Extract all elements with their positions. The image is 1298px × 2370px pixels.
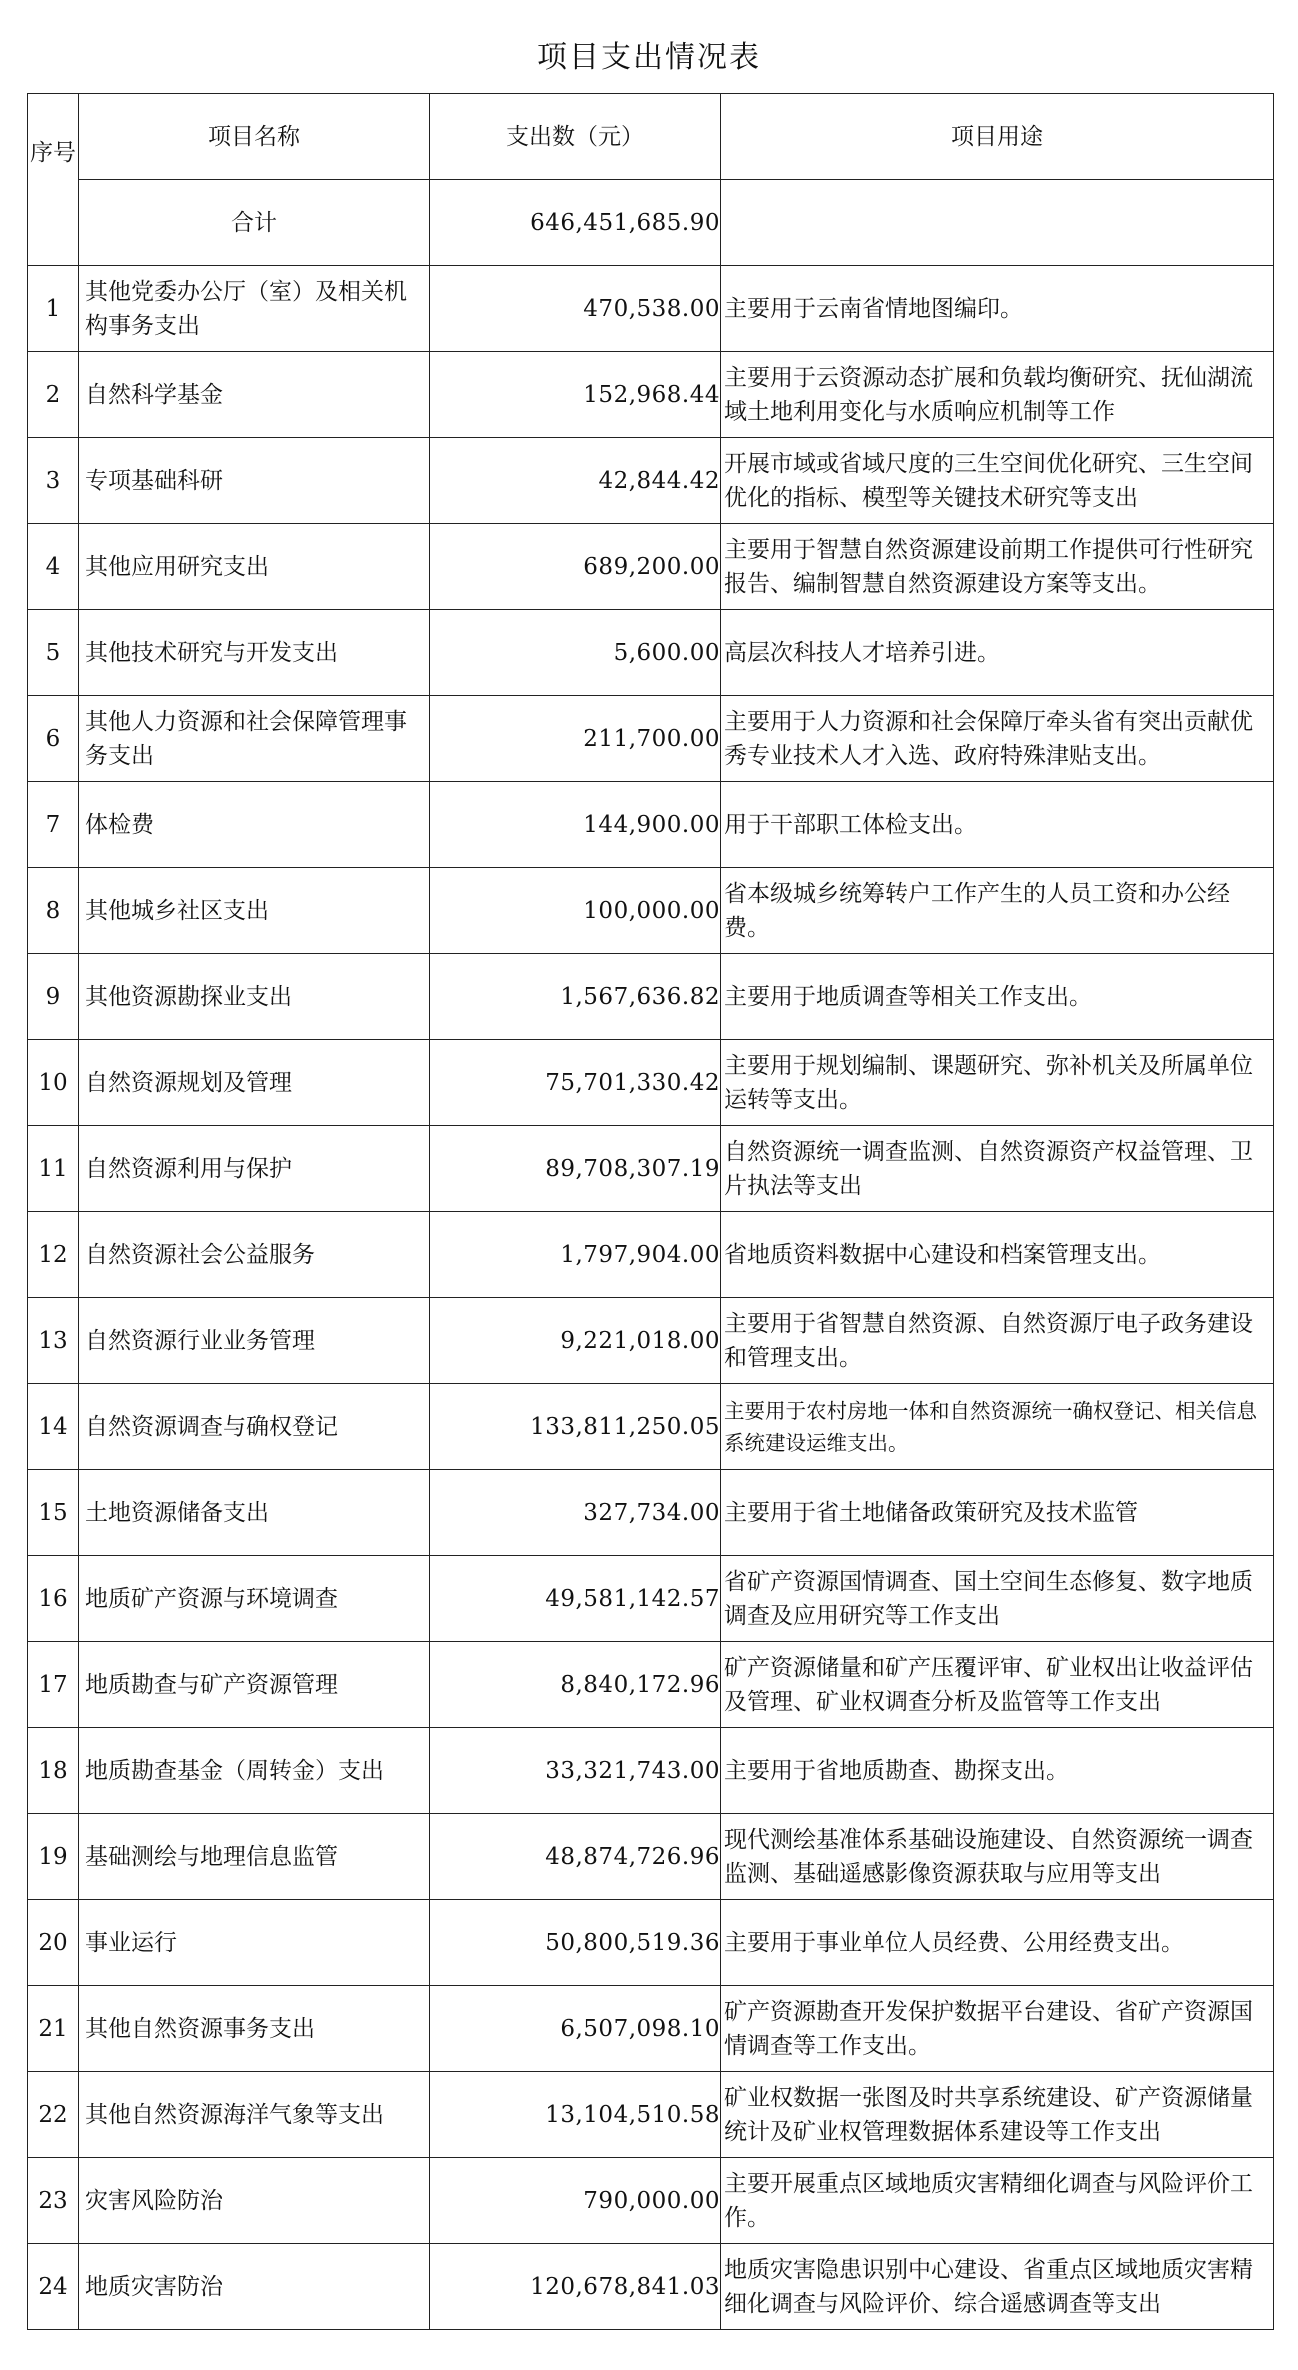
project-name: 自然资源行业业务管理 [79,1298,430,1384]
row-number: 19 [28,1814,79,1900]
table-row [28,438,1274,524]
table-row [28,2072,1274,2158]
row-number: 1 [28,266,79,352]
project-name: 地质矿产资源与环境调查 [79,1556,430,1642]
project-name: 自然资源社会公益服务 [79,1212,430,1298]
total-label: 合计 [79,180,430,266]
project-usage: 主要用于云南省情地图编印。 [721,266,1274,352]
project-name: 地质灾害防治 [79,2244,430,2330]
project-usage: 矿产资源勘查开发保护数据平台建设、省矿产资源国情调查等工作支出。 [721,1986,1274,2072]
total-amount: 646,451,685.90 [430,180,721,266]
row-number: 12 [28,1212,79,1298]
expenditure-amount: 790,000.00 [430,2158,721,2244]
project-name: 其他资源勘探业支出 [79,954,430,1040]
row-number: 8 [28,868,79,954]
project-usage: 主要用于云资源动态扩展和负载均衡研究、抚仙湖流域土地利用变化与水质响应机制等工作 [721,352,1274,438]
row-number: 6 [28,696,79,782]
expenditure-amount: 8,840,172.96 [430,1642,721,1728]
expenditure-amount: 42,844.42 [430,438,721,524]
project-name: 自然资源规划及管理 [79,1040,430,1126]
header-seq: 序号 [28,94,79,266]
row-number: 4 [28,524,79,610]
project-usage: 主要用于智慧自然资源建设前期工作提供可行性研究报告、编制智慧自然资源建设方案等支出。 [721,524,1274,610]
expenditure-amount: 89,708,307.19 [430,1126,721,1212]
project-usage: 用于干部职工体检支出。 [721,782,1274,868]
expenditure-amount: 5,600.00 [430,610,721,696]
expenditure-amount: 1,797,904.00 [430,1212,721,1298]
project-usage: 自然资源统一调查监测、自然资源资产权益管理、卫片执法等支出 [721,1126,1274,1212]
project-name: 其他技术研究与开发支出 [79,610,430,696]
project-name: 专项基础科研 [79,438,430,524]
project-name: 地质勘查与矿产资源管理 [79,1642,430,1728]
table-row [28,1126,1274,1212]
project-name: 其他自然资源事务支出 [79,1986,430,2072]
table-row [28,1814,1274,1900]
row-number: 13 [28,1298,79,1384]
project-usage: 主要用于事业单位人员经费、公用经费支出。 [721,1900,1274,1986]
table-row [28,1040,1274,1126]
table-row [28,1556,1274,1642]
project-usage: 开展市域或省域尺度的三生空间优化研究、三生空间优化的指标、模型等关键技术研究等支出 [721,438,1274,524]
project-name: 其他人力资源和社会保障管理事务支出 [79,696,430,782]
expenditure-amount: 50,800,519.36 [430,1900,721,1986]
row-number: 18 [28,1728,79,1814]
expenditure-amount: 13,104,510.58 [430,2072,721,2158]
project-usage: 主要用于规划编制、课题研究、弥补机关及所属单位运转等支出。 [721,1040,1274,1126]
row-number: 22 [28,2072,79,2158]
project-name: 体检费 [79,782,430,868]
project-usage: 高层次科技人才培养引进。 [721,610,1274,696]
table-row [28,2158,1274,2244]
project-usage: 主要用于人力资源和社会保障厅牵头省有突出贡献优秀专业技术人才入选、政府特殊津贴支出。 [721,696,1274,782]
row-number: 23 [28,2158,79,2244]
project-usage: 主要用于地质调查等相关工作支出。 [721,954,1274,1040]
project-name: 事业运行 [79,1900,430,1986]
project-usage: 主要用于农村房地一体和自然资源统一确权登记、相关信息系统建设运维支出。 [721,1384,1274,1470]
project-name: 自然资源利用与保护 [79,1126,430,1212]
expenditure-amount: 689,200.00 [430,524,721,610]
project-usage: 省矿产资源国情调查、国土空间生态修复、数字地质调查及应用研究等工作支出 [721,1556,1274,1642]
project-usage: 地质灾害隐患识别中心建设、省重点区域地质灾害精细化调查与风险评价、综合遥感调查等支出 [721,2244,1274,2330]
row-number: 2 [28,352,79,438]
project-usage: 主要开展重点区域地质灾害精细化调查与风险评价工作。 [721,2158,1274,2244]
table-row [28,1298,1274,1384]
row-number: 14 [28,1384,79,1470]
expenditure-amount: 327,734.00 [430,1470,721,1556]
table-row [28,782,1274,868]
expenditure-amount: 6,507,098.10 [430,1986,721,2072]
project-usage: 现代测绘基准体系基础设施建设、自然资源统一调查监测、基础遥感影像资源获取与应用等支出 [721,1814,1274,1900]
project-name: 其他自然资源海洋气象等支出 [79,2072,430,2158]
table-row [28,1642,1274,1728]
expenditure-amount: 1,567,636.82 [430,954,721,1040]
expenditure-amount: 144,900.00 [430,782,721,868]
expenditure-amount: 49,581,142.57 [430,1556,721,1642]
expenditure-amount: 133,811,250.05 [430,1384,721,1470]
expenditure-table [27,93,1274,2330]
row-number: 9 [28,954,79,1040]
project-usage: 矿业权数据一张图及时共享系统建设、矿产资源储量统计及矿业权管理数据体系建设等工作支出 [721,2072,1274,2158]
expenditure-amount: 33,321,743.00 [430,1728,721,1814]
row-number: 24 [28,2244,79,2330]
table-row [28,868,1274,954]
row-number: 11 [28,1126,79,1212]
header-name: 项目名称 [79,94,430,180]
page-title: 项目支出情况表 [537,40,761,75]
expenditure-amount: 75,701,330.42 [430,1040,721,1126]
expenditure-amount: 100,000.00 [430,868,721,954]
expenditure-amount: 120,678,841.03 [430,2244,721,2330]
project-usage: 主要用于省土地储备政策研究及技术监管 [721,1470,1274,1556]
expenditure-amount: 152,968.44 [430,352,721,438]
table-row [28,696,1274,782]
project-usage: 主要用于省智慧自然资源、自然资源厅电子政务建设和管理支出。 [721,1298,1274,1384]
row-number: 21 [28,1986,79,2072]
project-name: 自然资源调查与确权登记 [79,1384,430,1470]
row-number: 5 [28,610,79,696]
project-name: 其他党委办公厅（室）及相关机构事务支出 [79,266,430,352]
table-row [28,2244,1274,2330]
project-name: 灾害风险防治 [79,2158,430,2244]
project-usage: 主要用于省地质勘查、勘探支出。 [721,1728,1274,1814]
row-number: 10 [28,1040,79,1126]
table-row [28,524,1274,610]
table-row [28,1212,1274,1298]
table-row [28,1986,1274,2072]
table-row [28,954,1274,1040]
project-name: 其他城乡社区支出 [79,868,430,954]
header-amount: 支出数（元） [430,94,721,180]
project-usage: 矿产资源储量和矿产压覆评审、矿业权出让收益评估及管理、矿业权调查分析及监管等工作支出 [721,1642,1274,1728]
expenditure-amount: 9,221,018.00 [430,1298,721,1384]
table-row [28,1728,1274,1814]
header-usage: 项目用途 [721,94,1274,180]
project-usage: 省地质资料数据中心建设和档案管理支出。 [721,1212,1274,1298]
project-name: 自然科学基金 [79,352,430,438]
table-row [28,266,1274,352]
expenditure-amount: 470,538.00 [430,266,721,352]
table-row [28,1384,1274,1470]
project-name: 基础测绘与地理信息监管 [79,1814,430,1900]
project-name: 其他应用研究支出 [79,524,430,610]
row-number: 17 [28,1642,79,1728]
table-row [28,1470,1274,1556]
table-row [28,610,1274,696]
row-number: 16 [28,1556,79,1642]
row-number: 3 [28,438,79,524]
total-row [28,180,1274,266]
project-name: 土地资源储备支出 [79,1470,430,1556]
expenditure-amount: 48,874,726.96 [430,1814,721,1900]
table-row [28,1900,1274,1986]
project-name: 地质勘查基金（周转金）支出 [79,1728,430,1814]
header-row [28,94,1274,180]
expenditure-amount: 211,700.00 [430,696,721,782]
row-number: 20 [28,1900,79,1986]
total-usage [721,180,1274,266]
table-row [28,352,1274,438]
row-number: 7 [28,782,79,868]
row-number: 15 [28,1470,79,1556]
project-usage: 省本级城乡统筹转户工作产生的人员工资和办公经费。 [721,868,1274,954]
